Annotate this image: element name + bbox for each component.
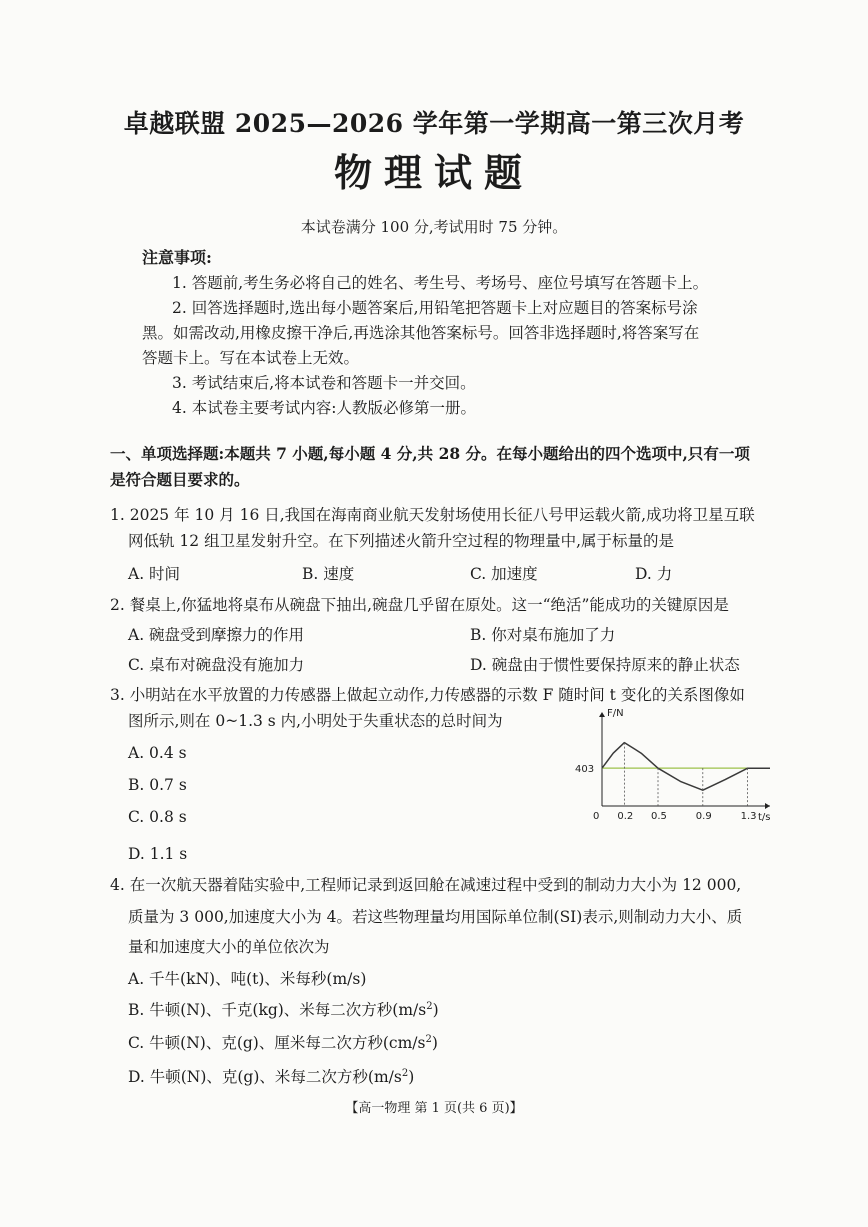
question-4-stem-cont: 质量为 3 000,加速度大小为 4。若这些物理量均用国际单位制(SI)表示,则制动力大小、质	[128, 908, 743, 926]
origin-label: 0	[593, 811, 600, 822]
y-tick-label: 403	[575, 764, 595, 776]
x-tick-label: 0.9	[695, 811, 712, 822]
q3-option-d: D. 1.1 s	[128, 845, 188, 863]
page-footer: 【高一物理 第 1 页(共 6 页)】	[345, 1101, 523, 1116]
exam-title: 卓越联盟 2025—2026 学年第一学期高一第三次月考	[123, 109, 745, 138]
notice-line: 黑。如需改动,用橡皮擦干净后,再选涂其他答案标号。回答非选择题时,将答案写在	[142, 324, 700, 342]
q2-option-a: A. 碗盘受到摩擦力的作用	[128, 626, 305, 644]
superscript: 2	[426, 1000, 433, 1012]
q1-option-b: B. 速度	[302, 565, 355, 583]
question-1-stem-cont: 网低轨 12 组卫星发射升空。在下列描述火箭升空过程的物理量中,属于标量的是	[128, 532, 675, 550]
q2-option-b: B. 你对桌布施加了力	[470, 626, 616, 644]
question-1-stem: 1. 2025 年 10 月 16 日,我国在海南商业航天发射场使用长征八号甲运载火箭,成功将卫星互联	[110, 506, 755, 524]
subject-title: 物理试题	[333, 150, 534, 195]
x-axis-arrow	[765, 803, 770, 809]
q1-option-c: C. 加速度	[470, 565, 538, 583]
x-tick-label: 0.2	[617, 811, 634, 822]
q4-option-a: A. 千牛(kN)、吨(t)、米每秒(m/s)	[128, 970, 367, 988]
exam-info: 本试卷满分 100 分,考试用时 75 分钟。	[300, 218, 568, 236]
question-2-stem: 2. 餐桌上,你猛地将桌布从碗盘下抽出,碗盘几乎留在原处。这一“绝活”能成功的关键原因是	[110, 596, 729, 614]
section-heading-cont: 是符合题目要求的。	[110, 470, 250, 489]
notice-line: 4. 本试卷主要考试内容:人教版必修第一册。	[172, 399, 476, 417]
notice-line: 答题卡上。写在本试卷上无效。	[142, 349, 360, 367]
y-axis-arrow	[599, 712, 605, 717]
x-tick-label: 1.3	[740, 811, 757, 822]
q3-option-b: B. 0.7 s	[128, 776, 187, 794]
x-axis-label: t/s	[758, 812, 771, 823]
question-4-stem: 4. 在一次航天器着陆实验中,工程师记录到返回舱在减速过程中受到的制动力大小为 12 000,	[110, 876, 742, 894]
question-3-stem-cont: 图所示,则在 0~1.3 s 内,小明处于失重状态的总时间为	[128, 712, 503, 730]
q4-option-b: B. 牛顿(N)、千克(kg)、米每二次方秒$(m/s^2)$	[128, 1000, 439, 1019]
q1-option-a: A. 时间	[128, 565, 181, 583]
superscript: 2	[425, 1033, 432, 1045]
y-axis-label: F/N	[607, 708, 624, 719]
notice-line: 3. 考试结束后,将本试卷和答题卡一并交回。	[172, 374, 476, 392]
q1-option-d: D. 力	[635, 565, 673, 583]
notice-heading: 注意事项:	[142, 248, 212, 267]
q4-option-c: C. 牛顿(N)、克(g)、厘米每二次方秒$(cm/s^2)$	[128, 1033, 438, 1052]
superscript: 2	[401, 1067, 409, 1079]
q3-option-a: A. 0.4 s	[128, 744, 187, 762]
x-tick-label: 0.5	[651, 811, 667, 822]
q2-option-d: D. 碗盘由于惯性要保持原来的静止状态	[470, 656, 740, 674]
notice-line: 1. 答题前,考生务必将自己的姓名、考生号、考场号、座位号填写在答题卡上。	[172, 274, 709, 292]
notice-line: 2. 回答选择题时,选出每小题答案后,用铅笔把答题卡上对应题目的答案标号涂	[172, 299, 698, 317]
question-3-stem: 3. 小明站在水平放置的力传感器上做起立动作,力传感器的示数 F 随时间 t 变化的关系图像如	[110, 686, 745, 704]
force-time-graph	[575, 708, 775, 826]
force-curve	[602, 743, 770, 791]
q3-option-c: C. 0.8 s	[128, 808, 187, 826]
q2-option-c: C. 桌布对碗盘没有施加力	[128, 656, 305, 674]
section-heading: 一、单项选择题:本题共 7 小题,每小题 4 分,共 28 分。在每小题给出的四个选项中,只有一项	[110, 444, 750, 463]
q4-option-d: D. 牛顿(N)、克(g)、米每二次方秒$(m/s^2)$	[128, 1067, 415, 1086]
question-4-stem-cont2: 量和加速度大小的单位依次为	[128, 938, 330, 956]
